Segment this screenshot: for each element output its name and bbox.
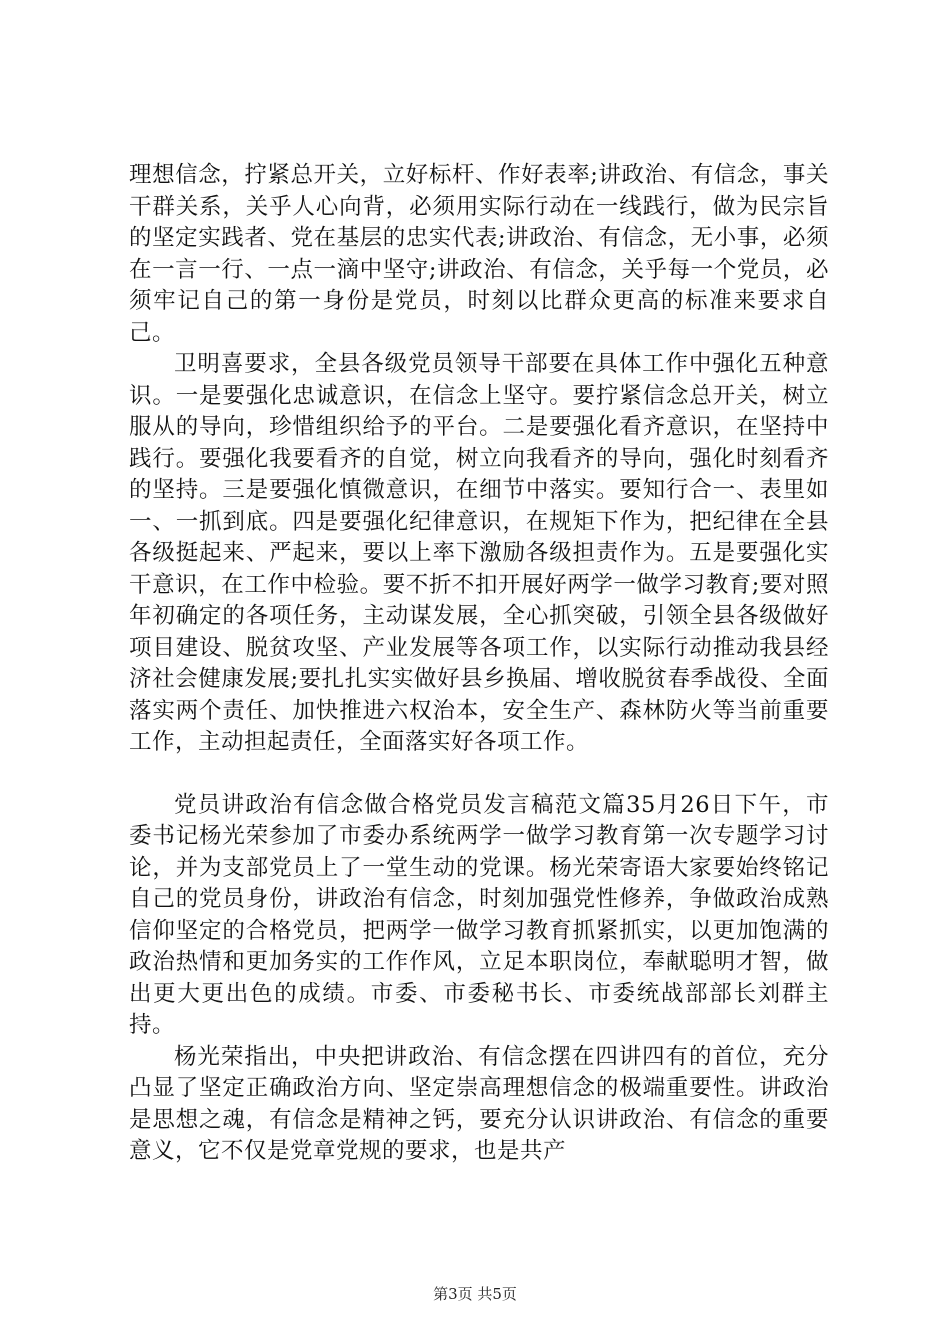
document-body: [129, 160, 829, 1168]
paragraph-gap: [129, 759, 829, 790]
page-footer: 第3页 共5页: [433, 1285, 517, 1303]
paragraph-article-3: 党员讲政治有信念做合格党员发言稿范文篇35月26日下午，市委书记杨光荣参加了市委办系统两学一做学习教育第一次专题学习讨论，并为支部党员上了一堂生动的党课。杨光荣寄语大家要始终铭记自己的党员身份，讲政治有信念，时刻加强党性修养，争做政治成熟信仰坚定的合格党员，把两学一做学习教育抓紧抓实，以更加饱满的政治热情和更加务实的工作作风，立足本职岗位，奉献聪明才智，做出更大更出色的成绩。市委、市委秘书长、市委统战部部长刘群主持。: [129, 791, 829, 1038]
paragraph-yang-guangrong: 杨光荣指出，中央把讲政治、有信念摆在四讲四有的首位，充分凸显了坚定正确政治方向、坚定崇高理想信念的极端重要性。讲政治是思想之魂，有信念是精神之钙，要充分认识讲政治、有信念的重要意义，它不仅是党章党规的要求，也是共产: [129, 1043, 829, 1164]
paragraph-continuation: 理想信念，拧紧总开关，立好标杆、作好表率;讲政治、有信念，事关干群关系，关乎人心向背，必须用实际行动在一线践行，做为民宗旨的坚定实践者、党在基层的忠实代表;讲政治、有信念，无小事，必须在一言一行、一点一滴中坚守;讲政治、有信念，关乎每一个党员，必须牢记自己的第一身份是党员，时刻以比群众更高的标准来要求自己。: [129, 162, 829, 346]
paragraph-wei-mingxi: 卫明喜要求，全县各级党员领导干部要在具体工作中强化五种意识。一是要强化忠诚意识，在信念上坚守。要拧紧信念总开关，树立服从的导向，珍惜组织给予的平台。二是要强化看齐意识，在坚持中践行。要强化我要看齐的自觉，树立向我看齐的导向，强化时刻看齐的坚持。三是要强化慎微意识，在细节中落实。要知行合一、表里如一、一抓到底。四是要强化纪律意识，在规矩下作为，把纪律在全县各级挺起来、严起来，要以上率下激励各级担责作为。五是要强化实干意识，在工作中检验。要不折不扣开展好两学一做学习教育;要对照年初确定的各项任务，主动谋发展，全心抓突破，引领全县各级做好项目建设、脱贫攻坚、产业发展等各项工作，以实际行动推动我县经济社会健康发展;要扎扎实实做好县乡换届、增收脱贫春季战役、全面落实两个责任、加快推进六权治本，安全生产、森林防火等当前重要工作，主动担起责任，全面落实好各项工作。: [129, 351, 829, 755]
